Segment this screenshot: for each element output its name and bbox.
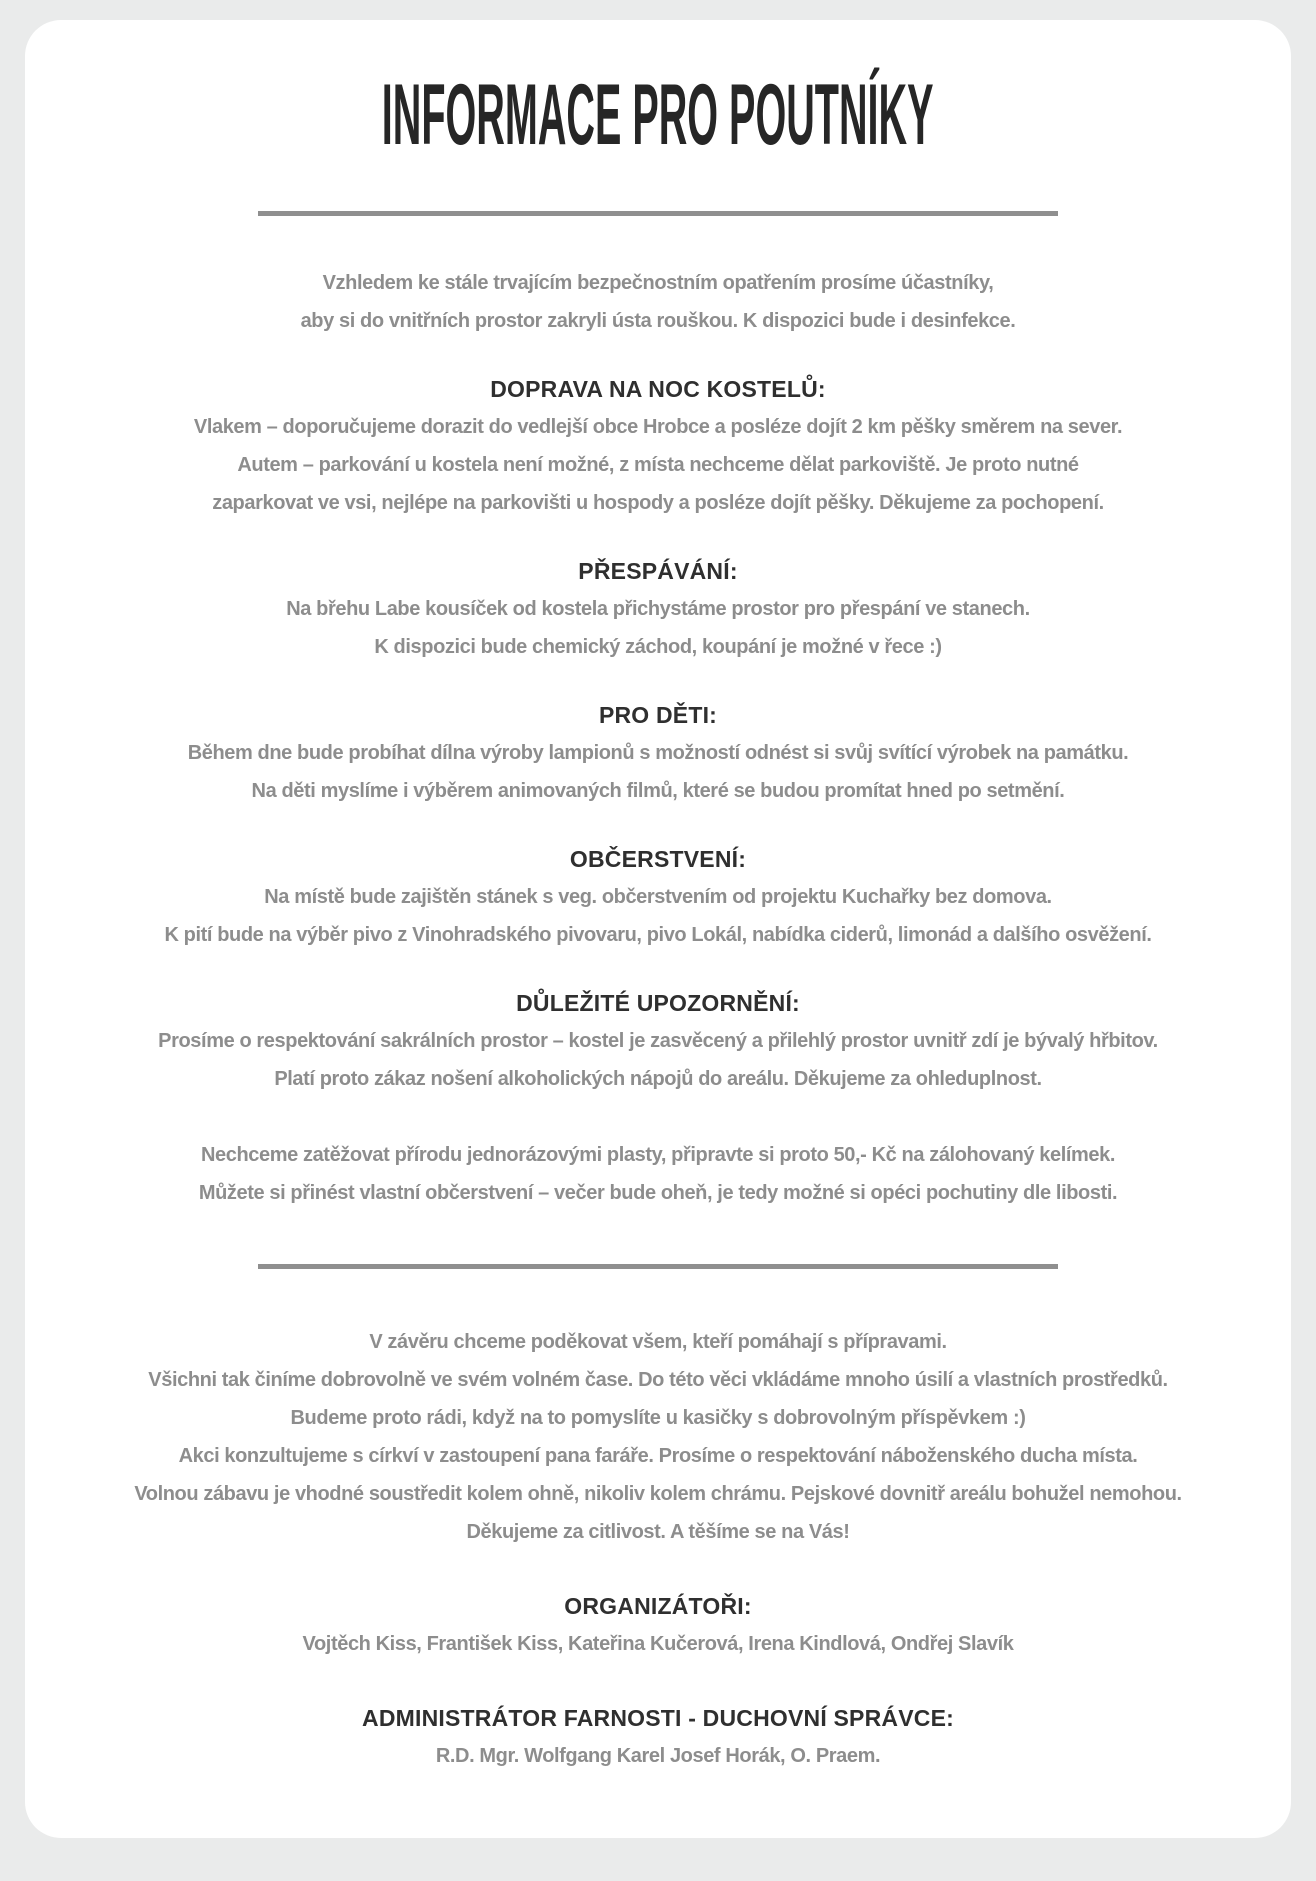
section-children [49, 696, 1267, 810]
organizers-heading: ORGANIZÁTOŘI: [564, 1593, 752, 1619]
section-heading-children: PRO DĚTI: [598, 702, 718, 728]
closing-line: Všichni tak činíme dobrovolně ve svém volném čase. Do této věci vkládáme mnoho úsilí a vlastních prostředků. [148, 1369, 1168, 1391]
bottom-divider [258, 1264, 1058, 1269]
administrator-heading: ADMINISTRÁTOR FARNOSTI - DUCHOVNÍ SPRÁVCE: [362, 1705, 954, 1731]
body-line: Na místě bude zajištěn stánek s veg. občerstvením od projektu Kuchařky bez domova. [264, 886, 1052, 908]
body-line: K pití bude na výběr pivo z Vinohradského pivovaru, pivo Lokál, nabídka ciderů, limonád a dalšího osvěžení. [164, 924, 1152, 946]
page-background [0, 20, 1316, 1838]
section-organizers [49, 1587, 1267, 1663]
closing-line: Akci konzultujeme s církví v zastoupení pana faráře. Prosíme o respektování náboženského ducha místa. [178, 1445, 1138, 1467]
section-heading-sleeping: PŘESPÁVÁNÍ: [578, 558, 738, 584]
closing-paragraph [49, 1323, 1267, 1551]
page-title [49, 68, 1267, 181]
body-line: K dispozici bude chemický záchod, koupání je možné v řece :) [374, 636, 942, 658]
body-line: Během dne bude probíhat dílna výroby lampionů s možností odnést si svůj svítící výrobek na památku. [187, 742, 1129, 764]
closing-line: Budeme proto rádi, když na to pomyslíte u kasičky s dobrovolným příspěvkem :) [290, 1407, 1026, 1429]
body-line: Platí proto zákaz nošení alkoholických nápojů do areálu. Děkujeme za ohleduplnost. [274, 1068, 1042, 1090]
section-administrator [49, 1699, 1267, 1775]
section-heading-refreshments: OBČERSTVENÍ: [569, 846, 747, 872]
document-card [25, 20, 1291, 1838]
closing-line: Děkujeme za citlivost. A těšíme se na Vás! [466, 1521, 850, 1543]
page-title-text: INFORMACE PRO POUTNÍKY [382, 67, 934, 163]
body-line: Autem – parkování u kostela není možné, z místa nechceme dělat parkoviště. Je proto nutné [237, 454, 1079, 476]
section-transport [49, 370, 1267, 522]
body-line: Na břehu Labe kousíček od kostela přichystáme prostor pro přespání ve stanech. [286, 598, 1030, 620]
section-sleeping [49, 552, 1267, 666]
organizers-names: Vojtěch Kiss, František Kiss, Kateřina Kučerová, Irena Kindlová, Ondřej Slavík [302, 1633, 1014, 1655]
body-line: Vlakem – doporučujeme dorazit do vedlejší obce Hrobce a posléze dojít 2 km pěšky směrem na sever. [193, 416, 1123, 438]
body-line: Na děti myslíme i výběrem animovaných filmů, které se budou promítat hned po setmění. [251, 780, 1065, 802]
body-line: Prosíme o respektování sakrálních prostor – kostel je zasvěcený a přilehlý prostor uvnitř zdí je bývalý hřbitov. [158, 1030, 1158, 1052]
section-heading-transport: DOPRAVA NA NOC KOSTELŮ: [490, 376, 826, 402]
intro-paragraph [49, 264, 1267, 340]
section-important-notice [49, 984, 1267, 1098]
intro-line: aby si do vnitřních prostor zakryli ústa rouškou. K dispozici bude i desinfekce. [300, 310, 1016, 332]
closing-line: Volnou zábavu je vhodné soustředit kolem ohně, nikoliv kolem chrámu. Pejskové dovnitř areálu bohužel nemohou. [134, 1483, 1182, 1505]
section-heading-important-notice: DŮLEŽITÉ UPOZORNĚNÍ: [516, 990, 800, 1016]
body-line: Nechceme zatěžovat přírodu jednorázovými plasty, připravte si proto 50,- Kč na zálohovaný kelímek. [200, 1144, 1116, 1166]
top-divider [258, 211, 1058, 216]
body-line: Můžete si přinést vlastní občerstvení – večer bude oheň, je tedy možné si opéci pochutiny dle libosti. [198, 1182, 1118, 1204]
administrator-name: R.D. Mgr. Wolfgang Karel Josef Horák, O. Praem. [435, 1745, 881, 1767]
closing-line: V závěru chceme poděkovat všem, kteří pomáhají s přípravami. [369, 1331, 947, 1353]
section-refreshments [49, 840, 1267, 954]
eco-note-paragraph [49, 1136, 1267, 1212]
body-line: zaparkovat ve vsi, nejlépe na parkovišti u hospody a posléze dojít pěšky. Děkujeme za pochopení. [212, 492, 1104, 514]
intro-line: Vzhledem ke stále trvajícím bezpečnostním opatřením prosíme účastníky, [322, 272, 994, 294]
